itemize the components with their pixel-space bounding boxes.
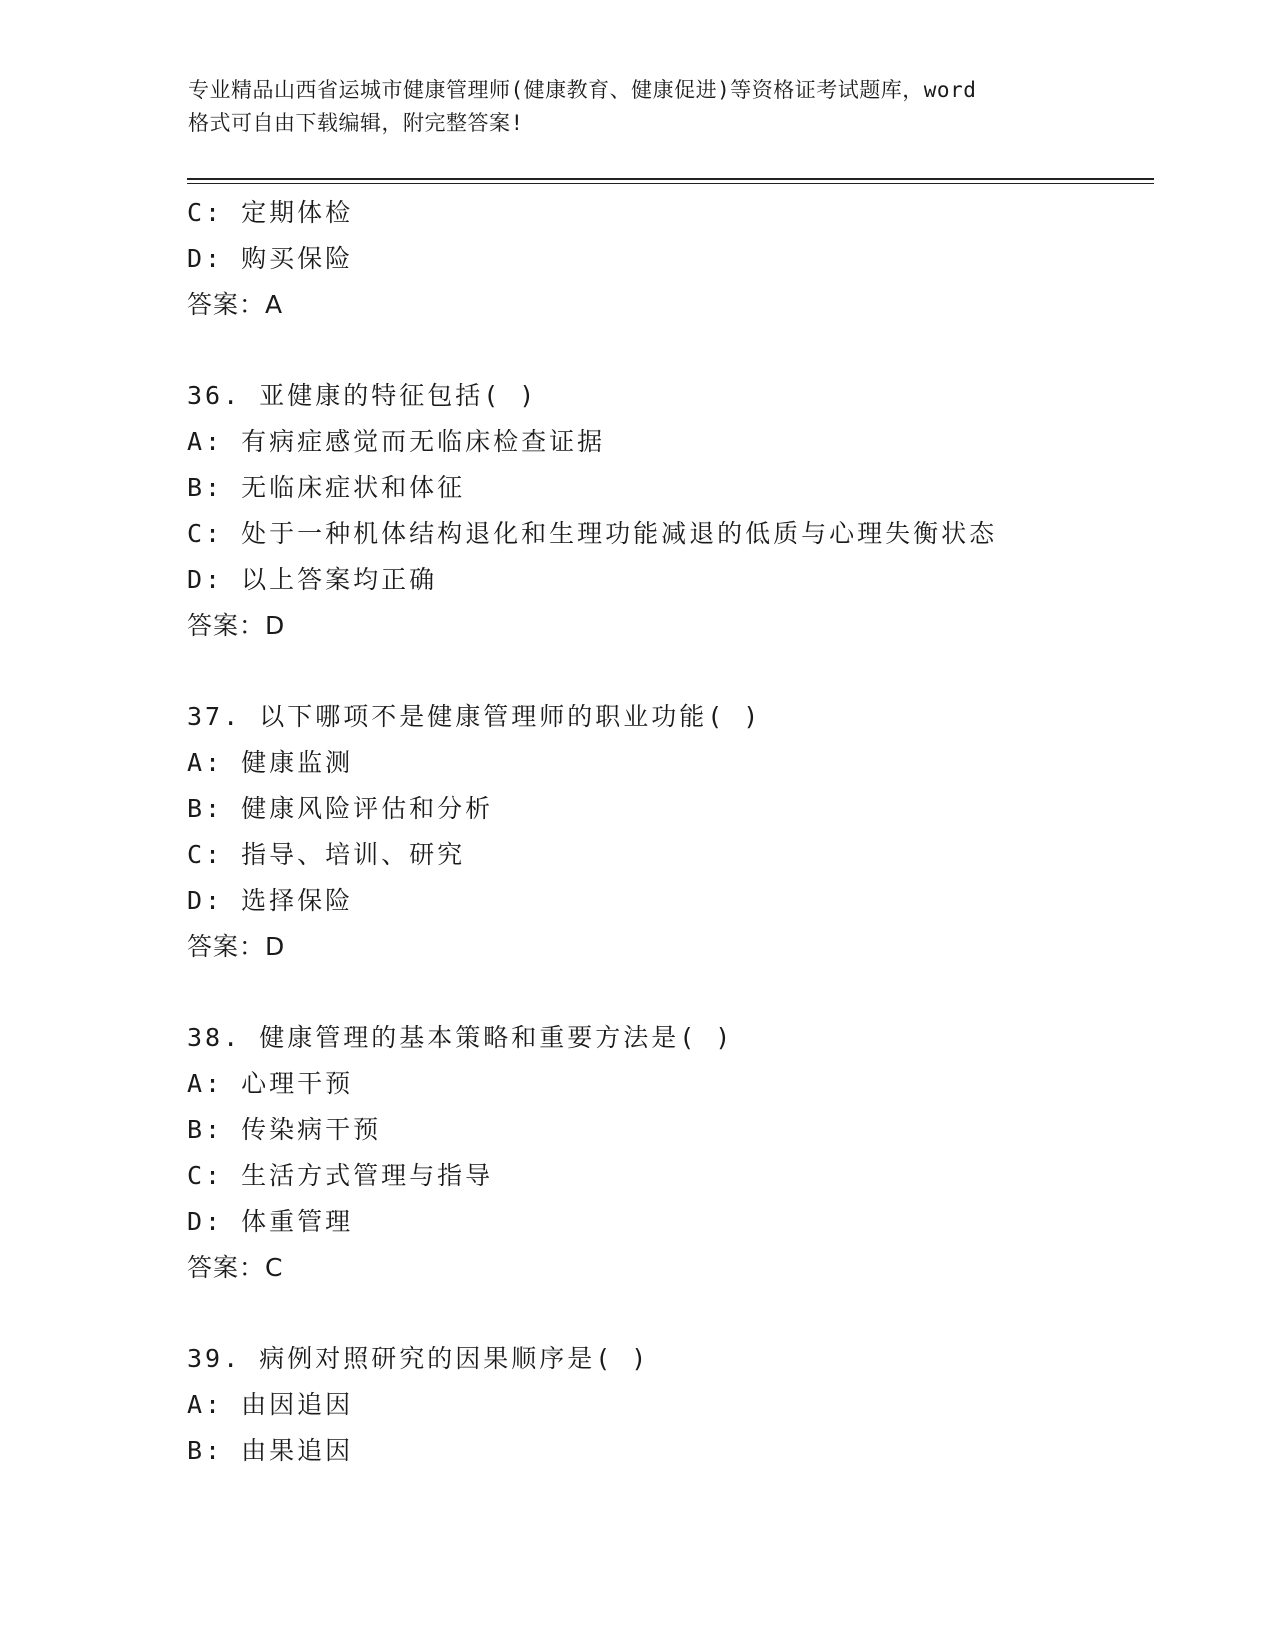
spacer	[187, 1291, 1147, 1336]
question-37	[187, 694, 1147, 970]
option-b: B: 由果追因	[187, 1436, 354, 1465]
answer-line: 答案：A	[187, 290, 284, 319]
option-a: A: 健康监测	[187, 748, 354, 777]
option-b: B: 无临床症状和体征	[187, 473, 466, 502]
header-line-1: 专业精品山西省运城市健康管理师(健康教育、健康促进)等资格证考试题库，word	[188, 78, 977, 102]
option-b: B: 传染病干预	[187, 1115, 382, 1144]
option-b: B: 健康风险评估和分析	[187, 794, 494, 823]
question-title: 37. 以下哪项不是健康管理师的职业功能( )	[187, 702, 762, 731]
question-38	[187, 1015, 1147, 1291]
option-a: A: 有病症感觉而无临床检查证据	[187, 427, 606, 456]
question-title: 38. 健康管理的基本策略和重要方法是( )	[187, 1023, 734, 1052]
option-d: D: 购买保险	[187, 244, 354, 273]
question-title: 36. 亚健康的特征包括( )	[187, 381, 538, 410]
spacer	[187, 649, 1147, 694]
answer-line: 答案：D	[187, 611, 286, 640]
header-line-2: 格式可自由下载编辑，附完整答案!	[188, 111, 524, 135]
question-35-continued	[187, 190, 1147, 328]
page-header	[188, 74, 1088, 140]
option-c: C: 生活方式管理与指导	[187, 1161, 494, 1190]
option-a: A: 心理干预	[187, 1069, 354, 1098]
question-title: 39. 病例对照研究的因果顺序是( )	[187, 1344, 650, 1373]
header-divider-thin	[187, 183, 1154, 184]
option-d: D: 选择保险	[187, 886, 354, 915]
answer-line: 答案：D	[187, 932, 286, 961]
option-c: C: 指导、培训、研究	[187, 840, 466, 869]
question-36	[187, 373, 1147, 649]
question-39	[187, 1336, 1147, 1474]
option-a: A: 由因追因	[187, 1390, 354, 1419]
spacer	[187, 970, 1147, 1015]
question-list	[187, 190, 1147, 1474]
option-d: D: 以上答案均正确	[187, 565, 438, 594]
option-c: C: 定期体检	[187, 198, 354, 227]
header-divider-thick	[187, 178, 1154, 180]
option-c: C: 处于一种机体结构退化和生理功能减退的低质与心理失衡状态	[187, 519, 998, 548]
option-d: D: 体重管理	[187, 1207, 354, 1236]
spacer	[187, 328, 1147, 373]
answer-line: 答案：C	[187, 1253, 284, 1282]
